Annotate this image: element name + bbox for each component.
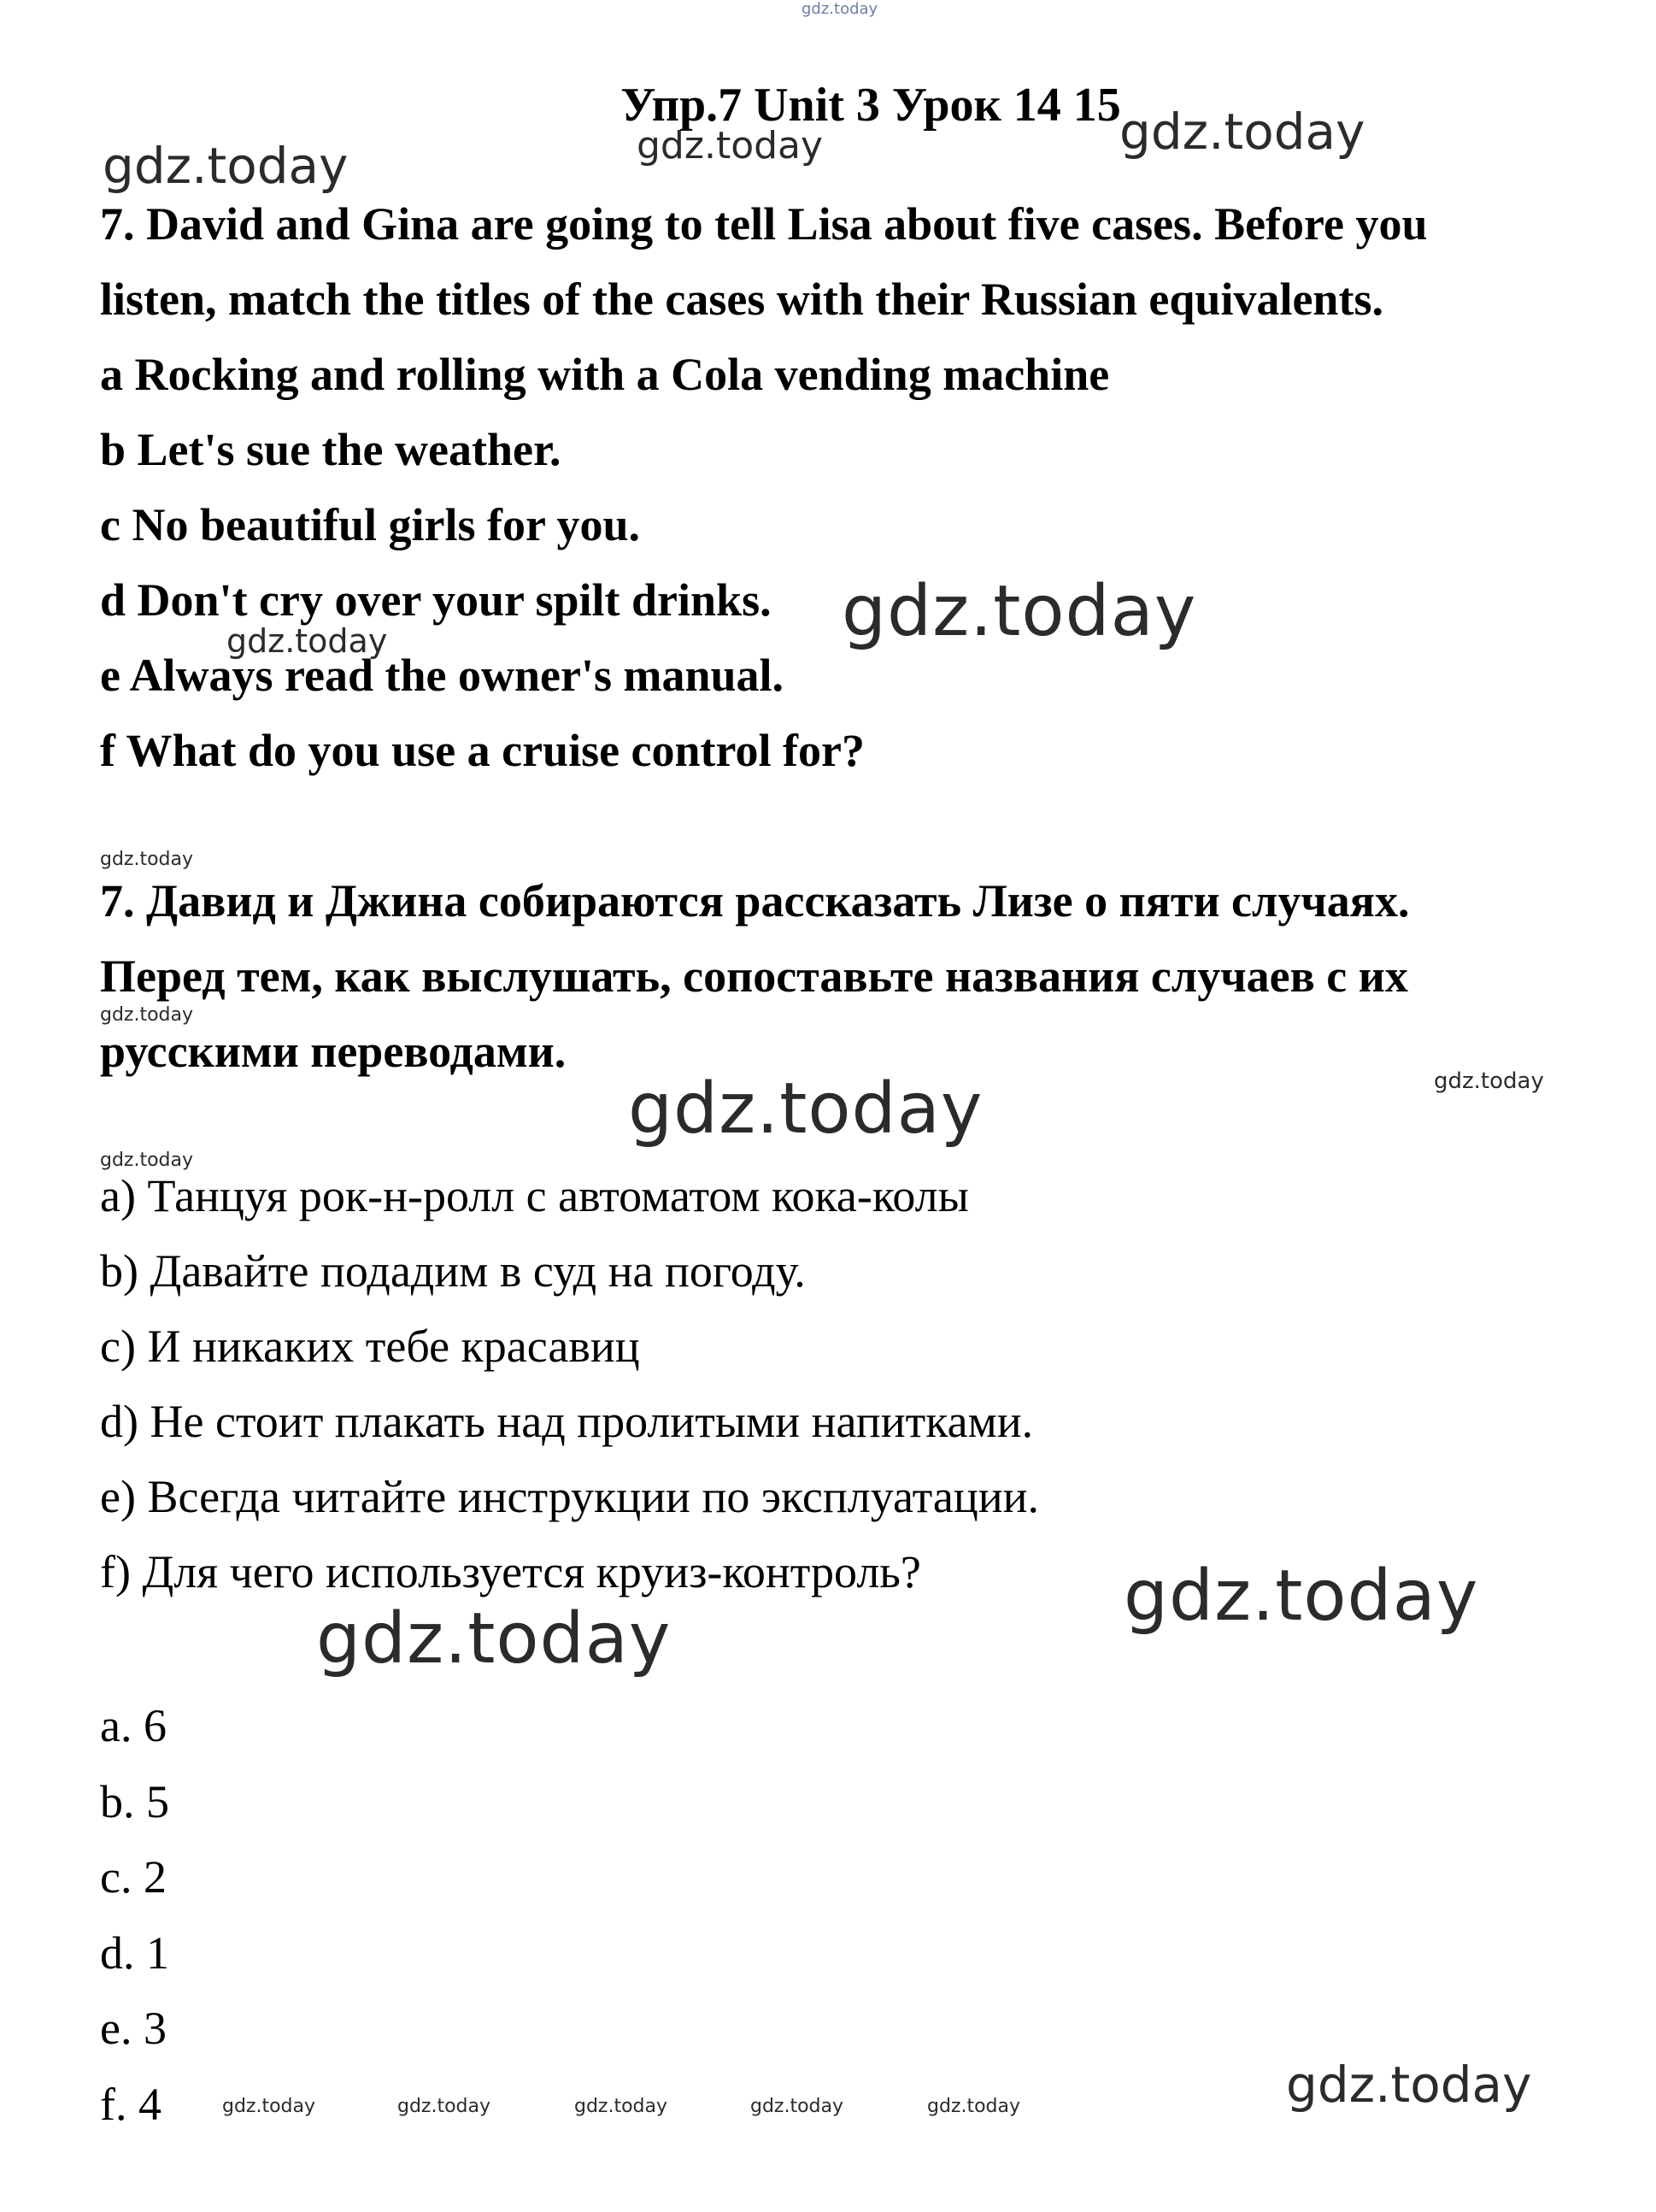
answer-c: c. 2 — [100, 1851, 167, 1903]
watermark: gdz.today — [222, 2096, 316, 2117]
watermark: gdz.today — [1434, 1068, 1544, 1094]
translation-b: b) Давайте подадим в суд на погоду. — [100, 1245, 806, 1297]
case-title-b: b Let's sue the weather. — [100, 424, 561, 475]
watermark: gdz.today — [628, 1068, 984, 1150]
case-title-e: e Always read the owner's manual. — [100, 650, 784, 701]
translation-f: f) Для чего используется круиз-контроль? — [100, 1546, 921, 1597]
watermark: gdz.today — [100, 1004, 194, 1026]
translation-e: e) Всегда читайте инструкции по эксплуатации. — [100, 1471, 1040, 1522]
watermark: gdz.today — [226, 622, 388, 660]
task-line: listen, match the titles of the cases with their Russian equivalents. — [100, 274, 1383, 325]
russian-translations — [100, 1158, 1039, 1609]
task-line: 7. Давид и Джина собираются рассказать Лизе о пяти случаях. — [100, 875, 1410, 927]
watermark: gdz.today — [637, 124, 824, 168]
task-english — [100, 186, 1578, 788]
watermark: gdz.today — [100, 849, 194, 870]
watermark: gdz.today — [397, 2096, 491, 2117]
case-title-c: c No beautiful girls for you. — [100, 499, 640, 550]
watermark: gdz.today — [1124, 1556, 1479, 1637]
watermark: gdz.today — [1119, 103, 1365, 161]
answer-f: f. 4 — [100, 2078, 161, 2130]
page-title: Упр.7 Unit 3 Урок 14 15 — [620, 79, 1121, 132]
task-line: 7. David and Gina are going to tell Lisa about five cases. Before you — [100, 198, 1428, 250]
answer-a: a. 6 — [100, 1700, 167, 1751]
task-line: Перед тем, как выслушать, сопоставьте названия случаев с их — [100, 950, 1408, 1002]
translation-c: c) И никаких тебе красавиц — [100, 1321, 640, 1372]
answer-b: b. 5 — [100, 1775, 169, 1827]
watermark-top: gdz.today — [802, 0, 878, 18]
answers-list — [100, 1688, 169, 2142]
watermark: gdz.today — [927, 2096, 1021, 2117]
case-title-a: a Rocking and rolling with a Cola vending machine — [100, 349, 1110, 400]
translation-a: a) Танцуя рок-н-ролл с автоматом кока-колы — [100, 1170, 969, 1221]
watermark: gdz.today — [750, 2096, 844, 2117]
watermark: gdz.today — [316, 1598, 672, 1680]
watermark: gdz.today — [103, 137, 349, 195]
translation-d: d) Не стоит плакать над пролитыми напитками. — [100, 1396, 1034, 1447]
answer-d: d. 1 — [100, 1927, 169, 1979]
watermark: gdz.today — [574, 2096, 668, 2117]
task-line: русскими переводами. — [100, 1026, 567, 1077]
watermark: gdz.today — [100, 1150, 194, 1171]
answer-e: e. 3 — [100, 2003, 167, 2054]
case-title-f: f What do you use a cruise control for? — [100, 725, 865, 776]
watermark: gdz.today — [1286, 2056, 1532, 2114]
task-russian-heading — [100, 863, 1578, 1089]
watermark: gdz.today — [842, 571, 1197, 652]
case-title-d: d Don't cry over your spilt drinks. — [100, 574, 772, 626]
